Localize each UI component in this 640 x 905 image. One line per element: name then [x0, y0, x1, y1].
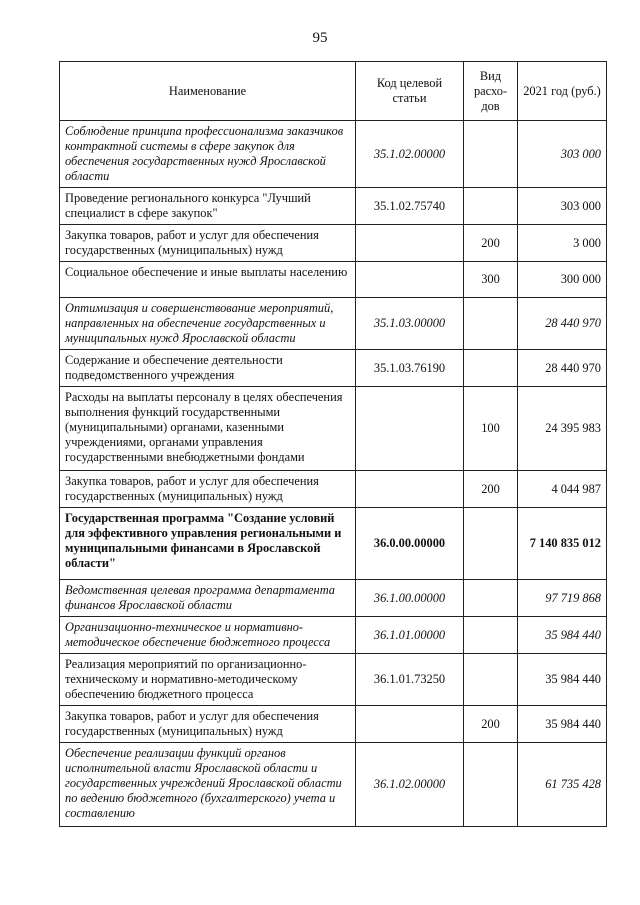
table-body — [60, 121, 607, 827]
expense-type-cell: 300 — [464, 262, 518, 298]
amount-cell: 300 000 — [518, 262, 607, 298]
table-row — [60, 121, 607, 188]
code-cell: 35.1.03.00000 — [356, 298, 464, 350]
code-cell: 36.1.00.00000 — [356, 580, 464, 617]
name-cell: Организационно-техническое и нормативно-методическое обеспечение бюджетного процесса — [60, 617, 356, 654]
code-cell: 36.1.01.73250 — [356, 654, 464, 706]
code-cell: 36.1.01.00000 — [356, 617, 464, 654]
name-cell: Расходы на выплаты персоналу в целях обеспечения выполнения функций государственными (муниципальными) органами, казенными учреждениями, органами управления государственными внебюджетными фондами — [60, 387, 356, 471]
header-name: Наименование — [60, 62, 356, 121]
table-row — [60, 580, 607, 617]
amount-cell: 4 044 987 — [518, 471, 607, 508]
code-cell — [356, 387, 464, 471]
expense-type-cell: 100 — [464, 387, 518, 471]
expense-type-cell — [464, 298, 518, 350]
amount-cell: 35 984 440 — [518, 706, 607, 743]
amount-cell: 24 395 983 — [518, 387, 607, 471]
name-cell: Оптимизация и совершенствование мероприятий, направленных на обеспечение государственных и муниципальных нужд Ярославской области — [60, 298, 356, 350]
name-cell: Реализация мероприятий по организационно-техническому и нормативно-методическому обеспечению бюджетного процесса — [60, 654, 356, 706]
expense-type-cell: 200 — [464, 706, 518, 743]
expense-type-cell: 200 — [464, 471, 518, 508]
amount-cell: 35 984 440 — [518, 654, 607, 706]
table-header-row — [60, 62, 607, 121]
code-cell — [356, 706, 464, 743]
expense-type-cell — [464, 580, 518, 617]
name-cell: Закупка товаров, работ и услуг для обеспечения государственных (муниципальных) нужд — [60, 471, 356, 508]
table-row — [60, 617, 607, 654]
table-row — [60, 706, 607, 743]
code-cell: 35.1.02.75740 — [356, 188, 464, 225]
code-cell: 35.1.02.00000 — [356, 121, 464, 188]
amount-cell: 97 719 868 — [518, 580, 607, 617]
name-cell: Ведомственная целевая программа департамента финансов Ярославской области — [60, 580, 356, 617]
table-row — [60, 508, 607, 580]
code-cell — [356, 471, 464, 508]
expense-type-cell — [464, 508, 518, 580]
amount-cell: 3 000 — [518, 225, 607, 262]
amount-cell: 7 140 835 012 — [518, 508, 607, 580]
expense-type-cell — [464, 743, 518, 827]
expense-type-cell — [464, 188, 518, 225]
expense-type-cell: 200 — [464, 225, 518, 262]
expense-type-cell — [464, 617, 518, 654]
table-row — [60, 471, 607, 508]
table-row — [60, 387, 607, 471]
amount-cell: 61 735 428 — [518, 743, 607, 827]
header-type: Вид расхо-дов — [464, 62, 518, 121]
name-cell: Социальное обеспечение и иные выплаты населению — [60, 262, 356, 298]
name-cell: Государственная программа "Создание условий для эффективного управления региональными и муниципальными финансами в Ярославской области" — [60, 508, 356, 580]
expense-type-cell — [464, 654, 518, 706]
amount-cell: 28 440 970 — [518, 298, 607, 350]
page-number: 95 — [312, 30, 328, 46]
name-cell: Содержание и обеспечение деятельности подведомственного учреждения — [60, 350, 356, 387]
amount-cell: 28 440 970 — [518, 350, 607, 387]
amount-cell: 35 984 440 — [518, 617, 607, 654]
table-row — [60, 262, 607, 298]
expense-type-cell — [464, 350, 518, 387]
amount-cell: 303 000 — [518, 121, 607, 188]
name-cell: Закупка товаров, работ и услуг для обеспечения государственных (муниципальных) нужд — [60, 706, 356, 743]
code-cell: 36.0.00.00000 — [356, 508, 464, 580]
header-code: Код целевой статьи — [356, 62, 464, 121]
table-row — [60, 298, 607, 350]
table-row — [60, 225, 607, 262]
name-cell: Обеспечение реализации функций органов исполнительной власти Ярославской области и государственных учреждений Ярославской области по ведению бюджетного (бухгалтерского) учета и составлению — [60, 743, 356, 827]
amount-cell: 303 000 — [518, 188, 607, 225]
name-cell: Соблюдение принципа профессионализма заказчиков контрактной системы в сфере закупок для обеспечения государственных нужд Ярославской области — [60, 121, 356, 188]
expense-type-cell — [464, 121, 518, 188]
budget-table — [59, 61, 607, 827]
code-cell — [356, 225, 464, 262]
table-row — [60, 743, 607, 827]
code-cell: 35.1.03.76190 — [356, 350, 464, 387]
name-cell: Проведение регионального конкурса "Лучший специалист в сфере закупок" — [60, 188, 356, 225]
header-amount: 2021 год (руб.) — [518, 62, 607, 121]
code-cell: 36.1.02.00000 — [356, 743, 464, 827]
table-row — [60, 654, 607, 706]
code-cell — [356, 262, 464, 298]
name-cell: Закупка товаров, работ и услуг для обеспечения государственных (муниципальных) нужд — [60, 225, 356, 262]
table-row — [60, 350, 607, 387]
table-row — [60, 188, 607, 225]
